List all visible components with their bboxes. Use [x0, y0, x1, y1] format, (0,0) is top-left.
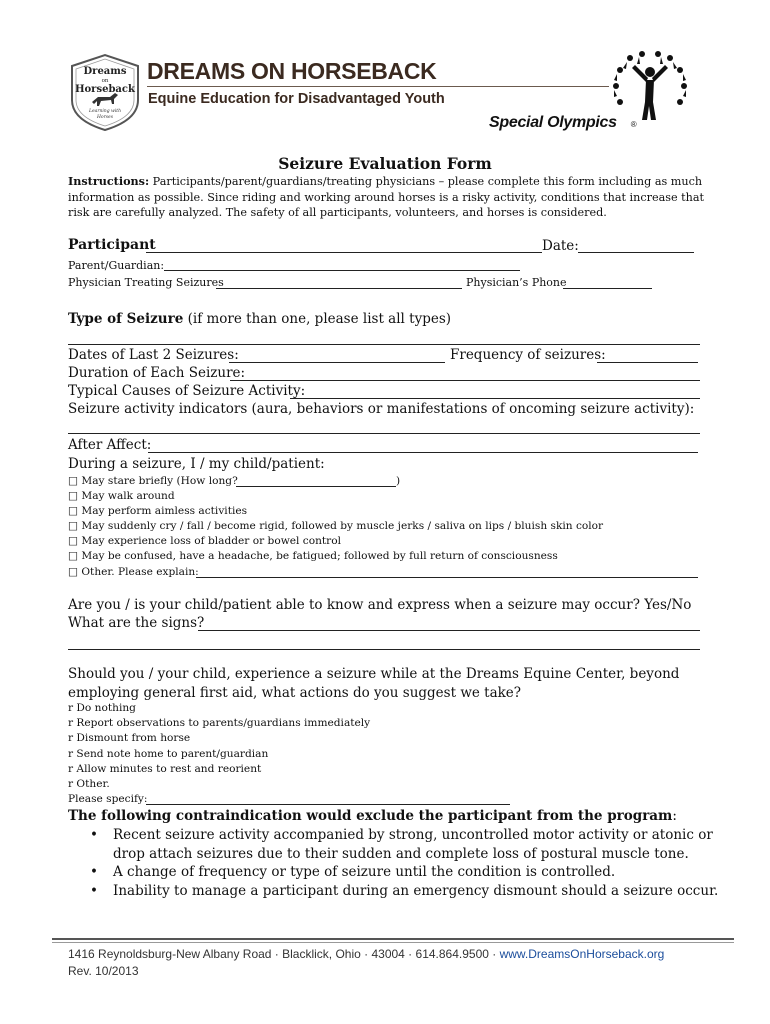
action-rest[interactable]: r Allow minutes to rest and reorient: [68, 763, 262, 775]
after-affect-label: After Affect:: [68, 437, 152, 453]
footer-divider-thin: [52, 942, 734, 943]
physician-phone-field[interactable]: [563, 288, 652, 289]
contraindication-item-1-cont: drop attach seizures due to their sudden and complete loss of postural muscle tone.: [113, 846, 689, 862]
badge-word-horseback: Horseback: [75, 84, 135, 95]
physician-label: Physician Treating Seizures: [68, 276, 224, 289]
indicators-label: Seizure activity indicators (aura, behaviors or manifestations of oncoming seizure activity):: [68, 401, 695, 417]
participant-field[interactable]: [146, 252, 542, 253]
dates-last-seizures-label: Dates of Last 2 Seizures:: [68, 347, 239, 363]
option-cry-fall[interactable]: □ May suddenly cry / fall / become rigid, followed by muscle jerks / saliva on lips / bluish skin color: [68, 520, 604, 532]
able-to-express-question: Are you / is your child/patient able to know and express when a seizure may occur? Yes/No: [68, 597, 692, 613]
form-title: Seizure Evaluation Form: [278, 154, 492, 173]
stare-close-paren: ): [396, 475, 401, 487]
badge-tagline-2: Horses: [96, 115, 114, 120]
org-title: DREAMS ON HORSEBACK: [147, 58, 437, 84]
footer: [68, 946, 664, 980]
option-confused[interactable]: □ May be confused, have a headache, be fatigued; followed by full return of consciousness: [68, 550, 558, 562]
footer-website-link[interactable]: www.DreamsOnHorseback.org: [499, 947, 665, 961]
other-explain-field[interactable]: [196, 577, 698, 578]
type-of-seizure-note: (if more than one, please list all types): [183, 311, 452, 327]
dreams-badge-logo: [68, 52, 142, 132]
actions-question-line2: employing general first aid, what actions do you suggest we take?: [68, 685, 522, 701]
dates-last-seizures-field[interactable]: [229, 362, 445, 363]
action-do-nothing[interactable]: r Do nothing: [68, 702, 136, 714]
actions-question-line1: Should you / your child, experience a seizure while at the Dreams Equine Center, beyond: [68, 666, 680, 682]
badge-tagline-1: Learning with: [88, 109, 122, 114]
date-field[interactable]: [578, 252, 694, 253]
signs-field-2[interactable]: [68, 649, 700, 650]
badge-word-on: on: [101, 78, 109, 84]
signs-label: What are the signs?: [68, 615, 205, 631]
physician-field[interactable]: [216, 288, 462, 289]
physician-phone-label: Physician’s Phone: [466, 276, 567, 289]
org-subtitle: Equine Education for Disadvantaged Youth: [148, 91, 445, 107]
footer-divider: [52, 938, 734, 940]
bullet-icon: •: [90, 864, 98, 880]
bullet-icon: •: [90, 883, 98, 899]
option-stare[interactable]: □ May stare briefly (How long?: [68, 475, 238, 487]
bullet-icon: •: [90, 827, 98, 843]
option-bladder[interactable]: □ May experience loss of bladder or bowel control: [68, 535, 342, 547]
contraindication-item-3: Inability to manage a participant during an emergency dismount should a seizure occur.: [113, 883, 719, 899]
duration-label: Duration of Each Seizure:: [68, 365, 246, 381]
footer-address-line: [68, 946, 664, 963]
causes-field[interactable]: [290, 398, 700, 399]
participant-label: Participant: [68, 237, 156, 253]
please-specify-field[interactable]: [146, 804, 510, 805]
action-send-note[interactable]: r Send note home to parent/guardian: [68, 748, 269, 760]
type-of-seizure-label: Type of Seizure: [68, 311, 184, 327]
during-seizure-label: During a seizure, I / my child/patient:: [68, 456, 325, 472]
type-of-seizure: [68, 311, 451, 327]
parent-guardian-label: Parent/Guardian:: [68, 259, 165, 272]
date-label: Date:: [542, 238, 579, 254]
badge-word-dreams: Dreams: [83, 66, 127, 77]
instructions-text: Participants/parent/guardians/treating physicians – please complete this form including as much information as possible. Since riding and working around horses is a risky activity, conditions that increase that risk are carefully analyzed. The safety of all participants, volunteers, and horses is considered.: [68, 175, 705, 219]
option-aimless[interactable]: □ May perform aimless activities: [68, 505, 248, 517]
footer-address: 1416 Reynoldsburg-New Albany Road · Blacklick, Ohio · 43004 · 614.864.9500 ·: [68, 947, 500, 961]
option-walk-around[interactable]: □ May walk around: [68, 490, 175, 502]
type-of-seizure-field[interactable]: [68, 344, 700, 345]
stare-duration-field[interactable]: [236, 486, 396, 487]
contraindication-item-1: Recent seizure activity accompanied by strong, uncontrolled motor activity or atonic or: [113, 827, 713, 843]
contraindication-item-2: A change of frequency or type of seizure until the condition is controlled.: [113, 864, 616, 880]
frequency-label: Frequency of seizures:: [450, 347, 606, 363]
contraindication-heading: The following contraindication would exclude the participant from the program:: [68, 808, 677, 824]
footer-revision: Rev. 10/2013: [68, 964, 139, 978]
please-specify-label: Please specify:: [68, 793, 148, 805]
action-dismount[interactable]: r Dismount from horse: [68, 732, 191, 744]
parent-guardian-field[interactable]: [164, 270, 520, 271]
frequency-field[interactable]: [597, 362, 698, 363]
option-other[interactable]: □ Other. Please explain:: [68, 566, 199, 578]
signs-field[interactable]: [198, 630, 700, 631]
duration-field[interactable]: [230, 380, 700, 381]
causes-label: Typical Causes of Seizure Activity:: [68, 383, 306, 399]
after-affect-field[interactable]: [148, 452, 698, 453]
instructions: [68, 174, 708, 221]
instructions-label: Instructions:: [68, 174, 150, 188]
action-report[interactable]: r Report observations to parents/guardians immediately: [68, 717, 371, 729]
header-divider: [147, 86, 609, 87]
action-other[interactable]: r Other.: [68, 778, 110, 790]
special-olympics-wordmark: Special Olympics ®: [489, 114, 637, 131]
indicators-field[interactable]: [68, 433, 700, 434]
